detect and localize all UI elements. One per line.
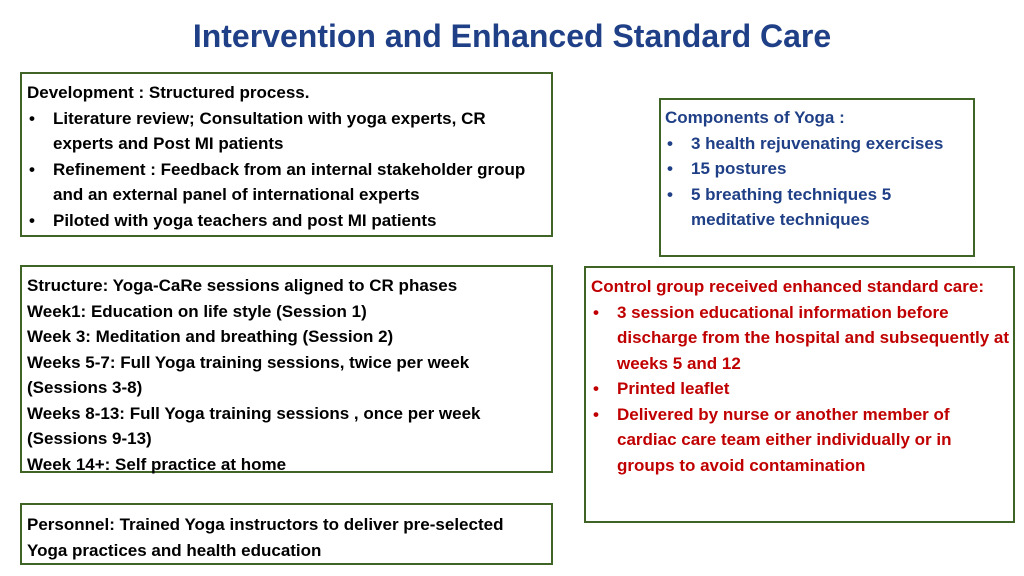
schedule-line: Week1: Education on life style (Session 1) bbox=[27, 301, 367, 321]
control-group-heading: Control group received enhanced standard care: bbox=[591, 277, 984, 296]
development-bullet: • Piloted with yoga teachers and post MI patients bbox=[27, 208, 547, 234]
personnel-box bbox=[20, 503, 553, 565]
control-group-bullet: • 3 session educational information before discharge from the hospital and subsequently at weeks 5 and 12 bbox=[591, 300, 1011, 377]
yoga-components-heading: Components of Yoga : bbox=[665, 108, 845, 127]
schedule-line: Weeks 5-7: Full Yoga training sessions, twice per week (Sessions 3-8) bbox=[27, 352, 470, 397]
development-heading: Development : Structured process. bbox=[27, 83, 310, 102]
development-bullet: • Refinement : Feedback from an internal stakeholder group and an external panel of international experts bbox=[27, 157, 547, 208]
yoga-components-box bbox=[659, 98, 975, 257]
slide-title: Intervention and Enhanced Standard Care bbox=[192, 18, 832, 54]
schedule-line: Weeks 8-13: Full Yoga training sessions , once per week (Sessions 9-13) bbox=[27, 403, 481, 448]
control-group-bullet: • Delivered by nurse or another member of cardiac care team either individually or in groups to avoid contamination bbox=[591, 402, 1011, 479]
schedule-line: Week 14+: Self practice at home bbox=[27, 454, 287, 474]
yoga-components-list bbox=[665, 131, 971, 233]
control-group-box bbox=[584, 266, 1015, 523]
control-group-bullet: • Printed leaflet bbox=[591, 376, 1011, 402]
yoga-component-bullet: • 3 health rejuvenating exercises bbox=[665, 131, 971, 157]
yoga-component-bullet: • 5 breathing techniques 5 meditative techniques bbox=[665, 182, 971, 233]
development-box bbox=[20, 72, 553, 237]
development-list bbox=[27, 106, 547, 234]
schedule-line: Week 3: Meditation and breathing (Session 2) bbox=[27, 327, 394, 346]
control-group-list bbox=[591, 300, 1011, 479]
personnel-text: Personnel: Trained Yoga instructors to deliver pre-selected Yoga practices and health education bbox=[27, 515, 504, 560]
structure-heading: Structure: Yoga-CaRe sessions aligned to CR phases bbox=[27, 276, 458, 295]
yoga-component-bullet: • 15 postures bbox=[665, 156, 971, 182]
structure-box bbox=[20, 265, 553, 473]
development-bullet: • Literature review; Consultation with yoga experts, CR experts and Post MI patients bbox=[27, 106, 547, 157]
